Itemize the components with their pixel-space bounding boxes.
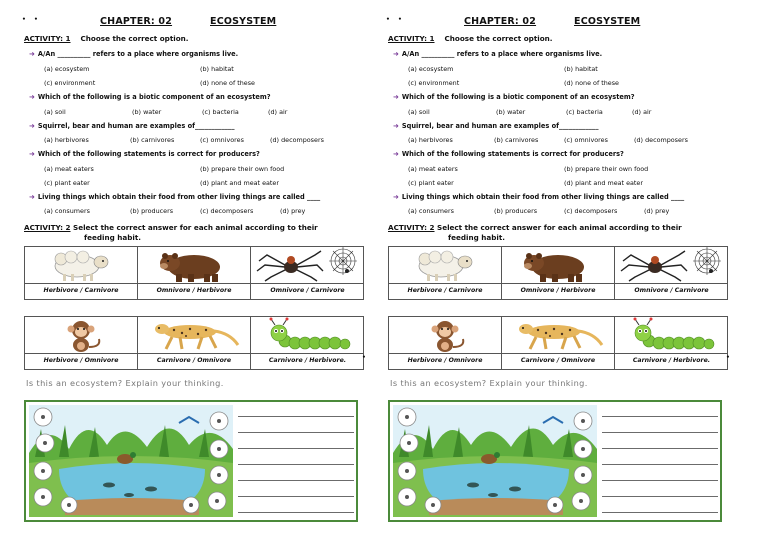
animal-cell <box>251 247 364 299</box>
pond-ecosystem-icon <box>393 405 597 517</box>
arrow-bullet-icon: ➜ <box>393 150 399 158</box>
option[interactable]: (a) soil <box>408 108 430 116</box>
option[interactable]: (b) prepare their own food <box>564 165 649 173</box>
option[interactable]: (a) herbivores <box>408 136 453 144</box>
option[interactable]: (b) carnivores <box>130 136 175 144</box>
option[interactable]: (d) prey <box>644 207 670 215</box>
activity-1-heading <box>24 34 189 43</box>
answer-line[interactable] <box>238 496 354 497</box>
option[interactable]: (b) water <box>496 108 526 116</box>
spider-icon <box>615 247 728 284</box>
question-text: Which of the following is a biotic component of an ecosystem? <box>37 93 271 101</box>
option[interactable]: (a) ecosystem <box>408 65 454 73</box>
option[interactable]: (c) omnivores <box>200 136 244 144</box>
question-text: Living things which obtain their food from other living things are called ____ <box>401 193 685 201</box>
bear-icon <box>138 247 250 284</box>
animal-grid-row-1 <box>24 246 364 300</box>
pond-ecosystem-icon <box>29 405 233 517</box>
option[interactable]: (c) decomposers <box>200 207 254 215</box>
ecosystem-box <box>388 400 722 522</box>
question-4 <box>393 150 624 158</box>
question-5 <box>393 193 684 201</box>
sheep-icon <box>389 247 501 284</box>
arrow-bullet-icon: ➜ <box>29 93 35 101</box>
feeding-choice[interactable]: Omnivore / Herbivore <box>156 287 232 294</box>
sheep-icon <box>25 247 137 284</box>
option[interactable]: (d) decomposers <box>270 136 324 144</box>
option[interactable]: (c) bacteria <box>566 108 603 116</box>
question-text: Squirrel, bear and human are examples of____________ <box>401 122 599 130</box>
feeding-choice[interactable]: Herbivore / Carnivore <box>43 287 119 294</box>
option[interactable]: (b) producers <box>130 207 174 215</box>
arrow-bullet-icon: ➜ <box>29 150 35 158</box>
option[interactable]: (c) plant eater <box>408 179 454 187</box>
option[interactable]: (d) air <box>268 108 288 116</box>
answer-line[interactable] <box>238 464 354 465</box>
monkey-icon <box>389 317 501 354</box>
animal-cell <box>25 317 138 369</box>
animal-cell <box>138 317 251 369</box>
chapter-heading: CHAPTER: 02 <box>100 16 173 27</box>
arrow-bullet-icon: ➜ <box>29 50 35 58</box>
animal-cell <box>502 317 615 369</box>
answer-line[interactable] <box>238 512 354 513</box>
option[interactable]: (a) meat eaters <box>408 165 458 173</box>
topic-heading: ECOSYSTEM <box>210 16 277 27</box>
ecosystem-question: Is this an ecosystem? Explain your thinking. <box>26 378 224 388</box>
caterpillar-icon <box>251 317 364 354</box>
activity-2-instruction: Select the correct answer for each animal according to their <box>437 223 682 232</box>
feeding-choice[interactable]: Herbivore / Omnivore <box>43 357 119 364</box>
animal-cell <box>138 247 251 299</box>
question-text: A/An __________ refers to a place where organisms live. <box>37 50 239 58</box>
animal-cell <box>615 247 728 299</box>
arrow-bullet-icon: ➜ <box>393 122 399 130</box>
question-text: A/An __________ refers to a place where organisms live. <box>401 50 603 58</box>
answer-lines[interactable] <box>238 404 354 518</box>
bullet-mark: • <box>22 16 26 23</box>
feeding-choice[interactable]: Omnivore / Carnivore <box>270 287 345 294</box>
activity-1-label: ACTIVITY: 1 <box>388 34 435 43</box>
option[interactable]: (d) none of these <box>200 79 255 87</box>
option[interactable]: (c) plant eater <box>44 179 90 187</box>
option[interactable]: (a) meat eaters <box>44 165 94 173</box>
bullet-mark: • <box>34 16 38 23</box>
feeding-choice[interactable]: Herbivore / Omnivore <box>407 357 483 364</box>
option[interactable]: (c) omnivores <box>564 136 608 144</box>
option[interactable]: (c) bacteria <box>202 108 239 116</box>
spider-icon <box>251 247 364 284</box>
feeding-choice[interactable]: Carnivore / Herbivore. <box>268 357 347 364</box>
monkey-icon <box>25 317 137 354</box>
activity-2-label: ACTIVITY: 2 <box>24 223 71 232</box>
activity-1-instruction: Choose the correct option. <box>444 34 553 43</box>
arrow-bullet-icon: ➜ <box>29 193 35 201</box>
feeding-choice[interactable]: Carnivore / Omnivore <box>520 357 596 364</box>
worksheet-page-right <box>384 0 748 543</box>
option[interactable]: (a) herbivores <box>44 136 89 144</box>
option[interactable]: (a) consumers <box>408 207 454 215</box>
bear-icon <box>502 247 614 284</box>
option[interactable]: (b) producers <box>494 207 538 215</box>
feeding-choice[interactable]: Herbivore / Carnivore <box>407 287 483 294</box>
animal-cell <box>25 247 138 299</box>
cheetah-icon <box>138 317 250 354</box>
activity-2-heading <box>24 223 318 232</box>
question-5 <box>29 193 320 201</box>
option[interactable]: (b) prepare their own food <box>200 165 285 173</box>
animal-grid-row-2 <box>24 316 364 370</box>
arrow-bullet-icon: ➜ <box>29 122 35 130</box>
option[interactable]: (b) carnivores <box>494 136 539 144</box>
ecosystem-box <box>24 400 358 522</box>
option[interactable]: (a) consumers <box>44 207 90 215</box>
option[interactable]: (d) air <box>632 108 652 116</box>
question-text: Which of the following is a biotic component of an ecosystem? <box>401 93 635 101</box>
activity-1-heading <box>388 34 553 43</box>
answer-line[interactable] <box>602 496 718 497</box>
animal-cell <box>615 317 728 369</box>
feeding-choice[interactable]: Carnivore / Herbivore. <box>632 357 711 364</box>
activity-1-label: ACTIVITY: 1 <box>24 34 71 43</box>
option[interactable]: (b) habitat <box>200 65 234 73</box>
bullet-mark: • <box>362 354 366 361</box>
option[interactable]: (c) environment <box>44 79 96 87</box>
answer-line[interactable] <box>602 416 718 417</box>
animal-cell <box>502 247 615 299</box>
answer-line[interactable] <box>238 448 354 449</box>
option[interactable]: (d) none of these <box>564 79 619 87</box>
bullet-mark: • <box>398 16 402 23</box>
option[interactable]: (d) plant and meat eater <box>564 179 643 187</box>
answer-line[interactable] <box>602 464 718 465</box>
question-text: Squirrel, bear and human are examples of____________ <box>37 122 235 130</box>
question-text: Living things which obtain their food from other living things are called ____ <box>37 193 321 201</box>
answer-line[interactable] <box>238 480 354 481</box>
option[interactable]: (a) soil <box>44 108 66 116</box>
question-3 <box>29 122 235 130</box>
animal-cell <box>389 247 502 299</box>
arrow-bullet-icon: ➜ <box>393 93 399 101</box>
answer-line[interactable] <box>238 432 354 433</box>
question-2 <box>393 93 635 101</box>
option[interactable]: (a) ecosystem <box>44 65 90 73</box>
worksheet-page-left <box>20 0 384 543</box>
activity-2-instruction: Select the correct answer for each animal according to their <box>73 223 318 232</box>
option[interactable]: (d) plant and meat eater <box>200 179 279 187</box>
animal-grid-row-1 <box>388 246 728 300</box>
feeding-choice[interactable]: Carnivore / Omnivore <box>156 357 232 364</box>
question-3 <box>393 122 599 130</box>
answer-line[interactable] <box>602 512 718 513</box>
answer-line[interactable] <box>602 448 718 449</box>
activity-1-instruction: Choose the correct option. <box>80 34 189 43</box>
caterpillar-icon <box>615 317 728 354</box>
question-text: Which of the following statements is correct for producers? <box>37 150 260 158</box>
question-4 <box>29 150 260 158</box>
option[interactable]: (c) environment <box>408 79 460 87</box>
activity-2-heading <box>388 223 682 232</box>
answer-lines[interactable] <box>602 404 718 518</box>
answer-line[interactable] <box>602 480 718 481</box>
question-1 <box>29 50 238 58</box>
topic-heading: ECOSYSTEM <box>574 16 641 27</box>
chapter-heading: CHAPTER: 02 <box>464 16 537 27</box>
answer-line[interactable] <box>602 432 718 433</box>
bullet-mark: • <box>726 354 730 361</box>
arrow-bullet-icon: ➜ <box>393 193 399 201</box>
arrow-bullet-icon: ➜ <box>393 50 399 58</box>
cheetah-icon <box>502 317 614 354</box>
option[interactable]: (d) decomposers <box>634 136 688 144</box>
activity-2-label: ACTIVITY: 2 <box>388 223 435 232</box>
question-text: Which of the following statements is correct for producers? <box>401 150 624 158</box>
animal-cell <box>389 317 502 369</box>
answer-line[interactable] <box>238 416 354 417</box>
activity-2-instruction-cont: feeding habit. <box>84 233 141 242</box>
bullet-mark: • <box>386 16 390 23</box>
animal-grid-row-2 <box>388 316 728 370</box>
feeding-choice[interactable]: Omnivore / Carnivore <box>634 287 709 294</box>
question-2 <box>29 93 271 101</box>
option[interactable]: (d) prey <box>280 207 306 215</box>
question-1 <box>393 50 602 58</box>
feeding-choice[interactable]: Omnivore / Herbivore <box>520 287 596 294</box>
ecosystem-question: Is this an ecosystem? Explain your thinking. <box>390 378 588 388</box>
activity-2-instruction-cont: feeding habit. <box>448 233 505 242</box>
option[interactable]: (b) water <box>132 108 162 116</box>
option[interactable]: (b) habitat <box>564 65 598 73</box>
animal-cell <box>251 317 364 369</box>
option[interactable]: (c) decomposers <box>564 207 618 215</box>
